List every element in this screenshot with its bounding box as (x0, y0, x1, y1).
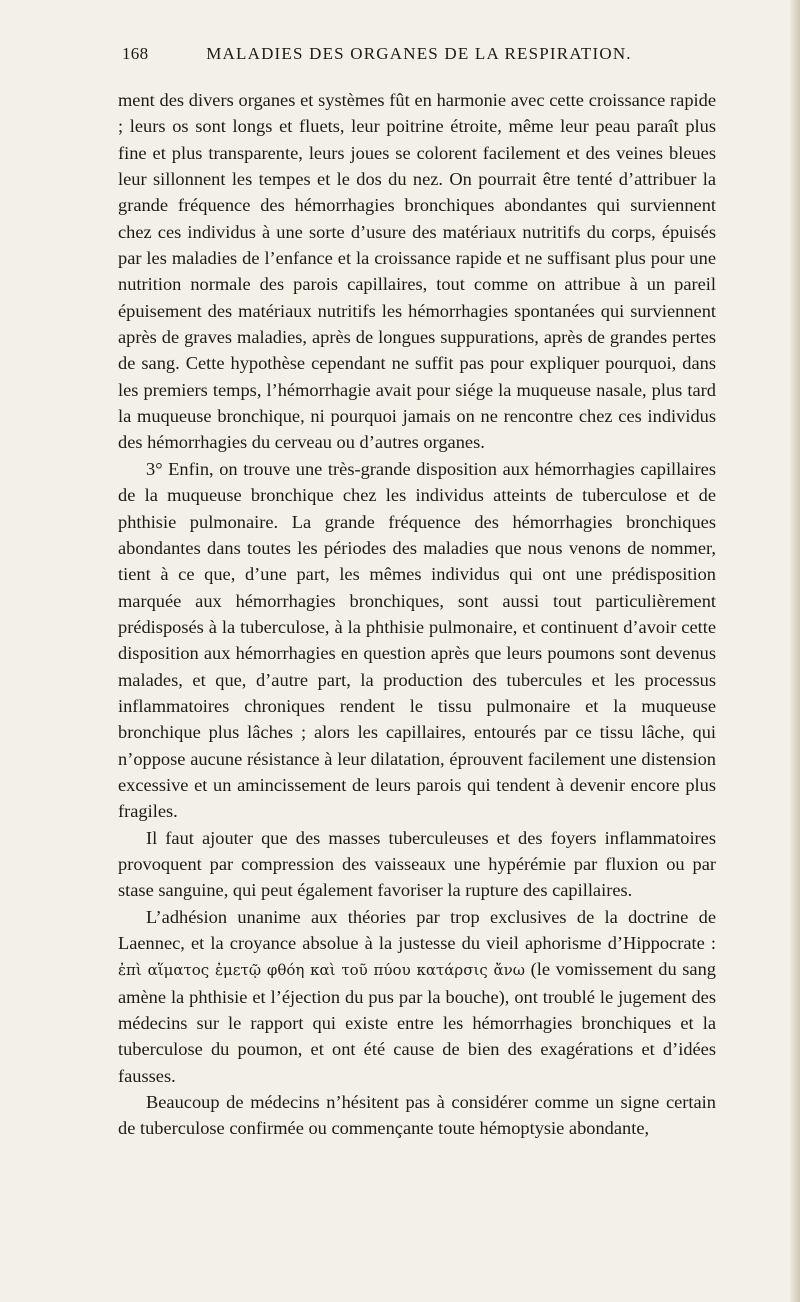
page-edge-shadow (790, 0, 800, 1302)
paragraph-4-text-before: L’adhésion unanime aux théories par trop exclusives de la doctrine de Laennec, et la croyance absolue à la justesse du vieil aphorisme d’Hippocrate : (118, 906, 716, 953)
paragraph-2: 3° Enfin, on trouve une très-grande disposition aux hémorrhagies capillaires de la muqueuse bronchique chez les individus atteints de tuberculose et de phthisie pulmonaire. La grande fréquence des hémorrhagies bronchiques abondantes dans toutes les périodes des maladies que nous venons de nommer, tient à ce que, d’une part, les mêmes individus qui ont une prédisposition marquée aux hémorrhagies bronchiques, sont aussi tout particulièrement prédisposés à la tuberculose, à la phthisie pulmonaire, et continuent d’avoir cette disposition aux hémorrhagies en question après que leurs poumons sont devenus malades, et que, d’autre part, la production des tubercules et les processus inflammatoires chroniques rendent le tissu pulmonaire et la muqueuse bronchique plus lâches ; alors les capillaires, entourés par ce tissu lâche, qui n’oppose aucune résistance à leur dilatation, éprouvent facilement une distension excessive et un amincissement de leurs parois qui tendent à devenir encore plus fragiles. (118, 458, 716, 822)
body-text (118, 87, 716, 1142)
paragraph-4-text-after: (le vomissement du sang amène la phthisie et l’éjection du pus par la bouche), ont troublé le jugement des médecins sur le rapport qui existe entre les hémorrhagies bronchiques et la tuberculose du poumon, et ont été cause de bien des exagérations et d’idées fausses. (118, 959, 716, 1086)
page-header (122, 44, 716, 72)
greek-aphorism: ἐπὶ αἵματος ἐμετῷ φθόη καὶ τοῦ πύου κατάρσις ἄνω (118, 961, 525, 980)
running-title: MALADIES DES ORGANES DE LA RESPIRATION. (206, 44, 632, 63)
page-number: 168 (122, 44, 149, 63)
paragraph-3: Il faut ajouter que des masses tuberculeuses et des foyers inflammatoires provoquent par compression des vaisseaux une hypérémie par fluxion ou par stase sanguine, qui peut également favoriser la rupture des capillaires. (118, 827, 716, 901)
paragraph-5: Beaucoup de médecins n’hésitent pas à considérer comme un signe certain de tuberculose confirmée ou commençante toute hémoptysie abondante, (118, 1092, 716, 1139)
paragraph-4 (118, 904, 716, 1089)
paragraph-1: ment des divers organes et systèmes fût en harmonie avec cette croissance rapide ; leurs os sont longs et fluets, leur poitrine étroite, même leur peau paraît plus fine et plus transparente, leurs joues se colorent facilement et des veines bleues leur sillonnent les tempes et le dos du nez. On pourrait être tenté d’attribuer la grande fréquence des hémorrhagies bronchiques abondantes qui surviennent chez ces individus à une sorte d’usure des matériaux nutritifs du corps, épuisés par les maladies de l’enfance et la croissance rapide et ne suffisant plus pour une nutrition normale des parois capillaires, tout comme on attribue à un pareil épuisement des matériaux nutritifs les hémorrhagies spontanées qui surviennent après de graves maladies, après de longues suppurations, après de grandes pertes de sang. Cette hypothèse cependant ne suffit pas pour expliquer pourquoi, dans les premiers temps, l’hémorrhagie avait pour siége la muqueuse nasale, plus tard la muqueuse bronchique, ni pourquoi jamais on ne rencontre chez ces individus des hémorrhagies du cerveau ou d’autres organes. (118, 90, 716, 453)
